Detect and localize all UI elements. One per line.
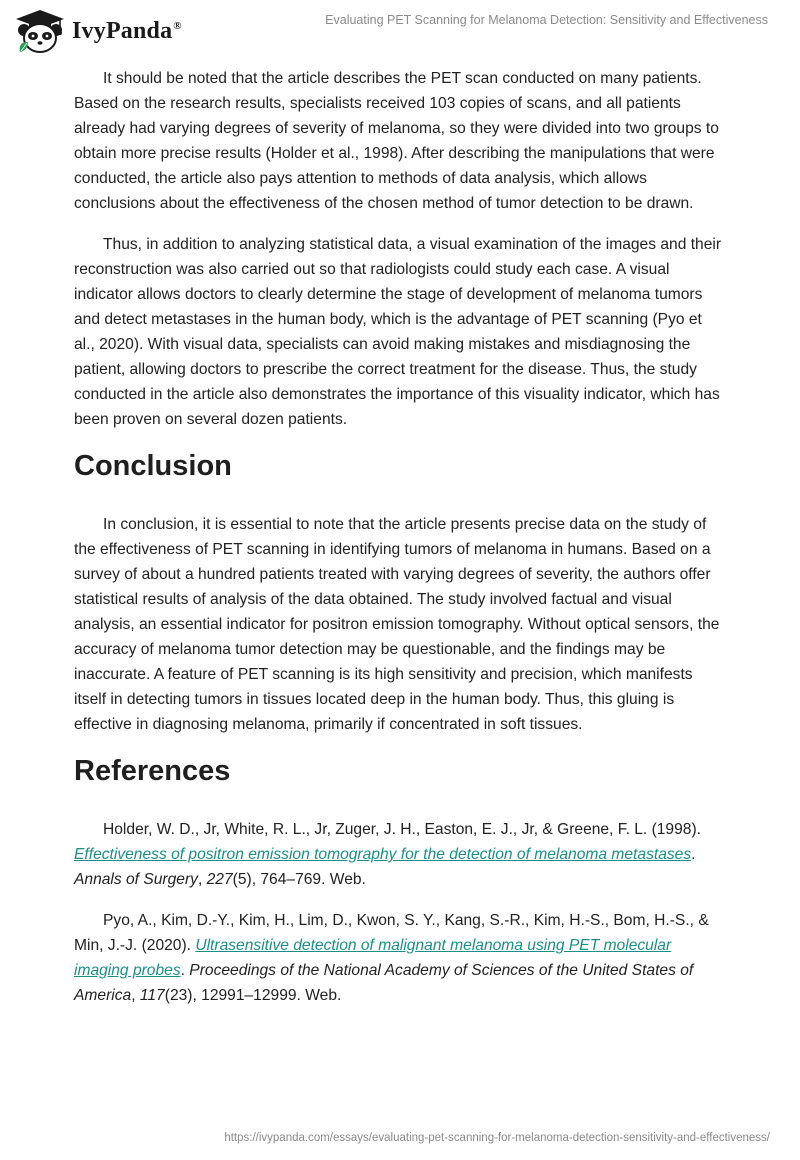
reference-entry: Holder, W. D., Jr, White, R. L., Jr, Zuger, J. H., Easton, E. J., Jr, & Greene, F. L. (1998). Effectiveness of positron emission tomography for the detection of melanoma metastases. Annals of Surgery, 227(5), 764–769. Web. bbox=[74, 821, 701, 888]
reference-volume: 227 bbox=[206, 871, 233, 888]
conclusion-heading: Conclusion bbox=[74, 450, 232, 482]
conclusion-paragraph: In conclusion, it is essential to note that the article presents precise data on the study of the effectiveness of PET scanning in identifying tumors of melanoma in humans. Based on a survey of about a hundred patients treated with varying degrees of severity, the authors offer statistical results of analysis of the data obtained. The study involved factual and visual analysis, an essential indicator for positron emission tomography. Without optical sensors, the accuracy of melanoma tumor detection may be questionable, and the findings may be inaccurate. A feature of PET scanning is its high sensitivity and precision, which manifests itself in detecting tumors in tissues located deep in the human body. Thus, this gluing is effective in diagnosing melanoma, primarily if concentrated in soft tissues. bbox=[74, 516, 720, 733]
references-heading: References bbox=[74, 755, 231, 787]
body-paragraph: It should be noted that the article describes the PET scan conducted on many patients. Based on the research results, specialists received 103 copies of scans, and all patients already had varying degrees of severity of melanoma, so they were divided into two groups to obtain more precise results (Holder et al., 1998). After describing the manipulations that were conducted, the article also pays attention to methods of data analysis, which allows conclusions about the effectiveness of the chosen method of tumor detection to be drawn. bbox=[74, 70, 719, 212]
reference-entry: Pyo, A., Kim, D.-Y., Kim, H., Lim, D., Kwon, S. Y., Kang, S.-R., Kim, H.-S., Bom, H.-S., & Min, J.-J. (2020). Ultrasensitive detection of malignant melanoma using PET molecular imaging probes. Proceedings of the National Academy of Sciences of the United States of America, 117(23), 12991–12999. Web. bbox=[74, 912, 709, 1004]
body-paragraph: Thus, in addition to analyzing statistical data, a visual examination of the images and their reconstruction was also carried out so that radiologists could study each case. A visual indicator allows doctors to clearly determine the stage of development of melanoma tumors and detect metastases in the human body, which is the advantage of PET scanning (Pyo et al., 2020). With visual data, specialists can avoid making mistakes and misdiagnosing the patient, allowing doctors to prescribe the correct treatment for the disease. Thus, the study conducted in the article also demonstrates the importance of this visuality indicator, which has been proven on several dozen patients. bbox=[74, 236, 722, 428]
article-body bbox=[74, 66, 726, 1024]
reference-journal: Proceedings of the National Academy of Sciences of the United States of America bbox=[74, 962, 694, 1004]
reference-link[interactable]: Ultrasensitive detection of malignant melanoma using PET molecular imaging probes bbox=[74, 937, 672, 979]
reference-volume: 117 bbox=[139, 987, 165, 1004]
reference-authors: Holder, W. D., Jr, White, R. L., Jr, Zuger, J. H., Easton, E. J., Jr, & Greene, F. L. (1998). bbox=[103, 821, 701, 838]
reference-authors: Pyo, A., Kim, D.-Y., Kim, H., Lim, D., Kwon, S. Y., Kang, S.-R., Kim, H.-S., Bom, H.-S., & Min, J.-J. (2020). bbox=[74, 912, 709, 954]
panda-graduation-cap-icon bbox=[14, 8, 66, 54]
page-header bbox=[0, 0, 800, 60]
reference-link[interactable]: Effectiveness of positron emission tomography for the detection of melanoma metastases bbox=[74, 846, 692, 863]
document-title: Evaluating PET Scanning for Melanoma Detection: Sensitivity and Effectiveness bbox=[325, 13, 768, 27]
brand-name: IvyPanda® bbox=[72, 17, 182, 44]
ivypanda-logo[interactable] bbox=[14, 8, 182, 54]
reference-journal: Annals of Surgery bbox=[74, 871, 198, 888]
source-url[interactable]: https://ivypanda.com/essays/evaluating-pet-scanning-for-melanoma-detection-sensitivity-and-effectiveness/ bbox=[224, 1132, 770, 1144]
